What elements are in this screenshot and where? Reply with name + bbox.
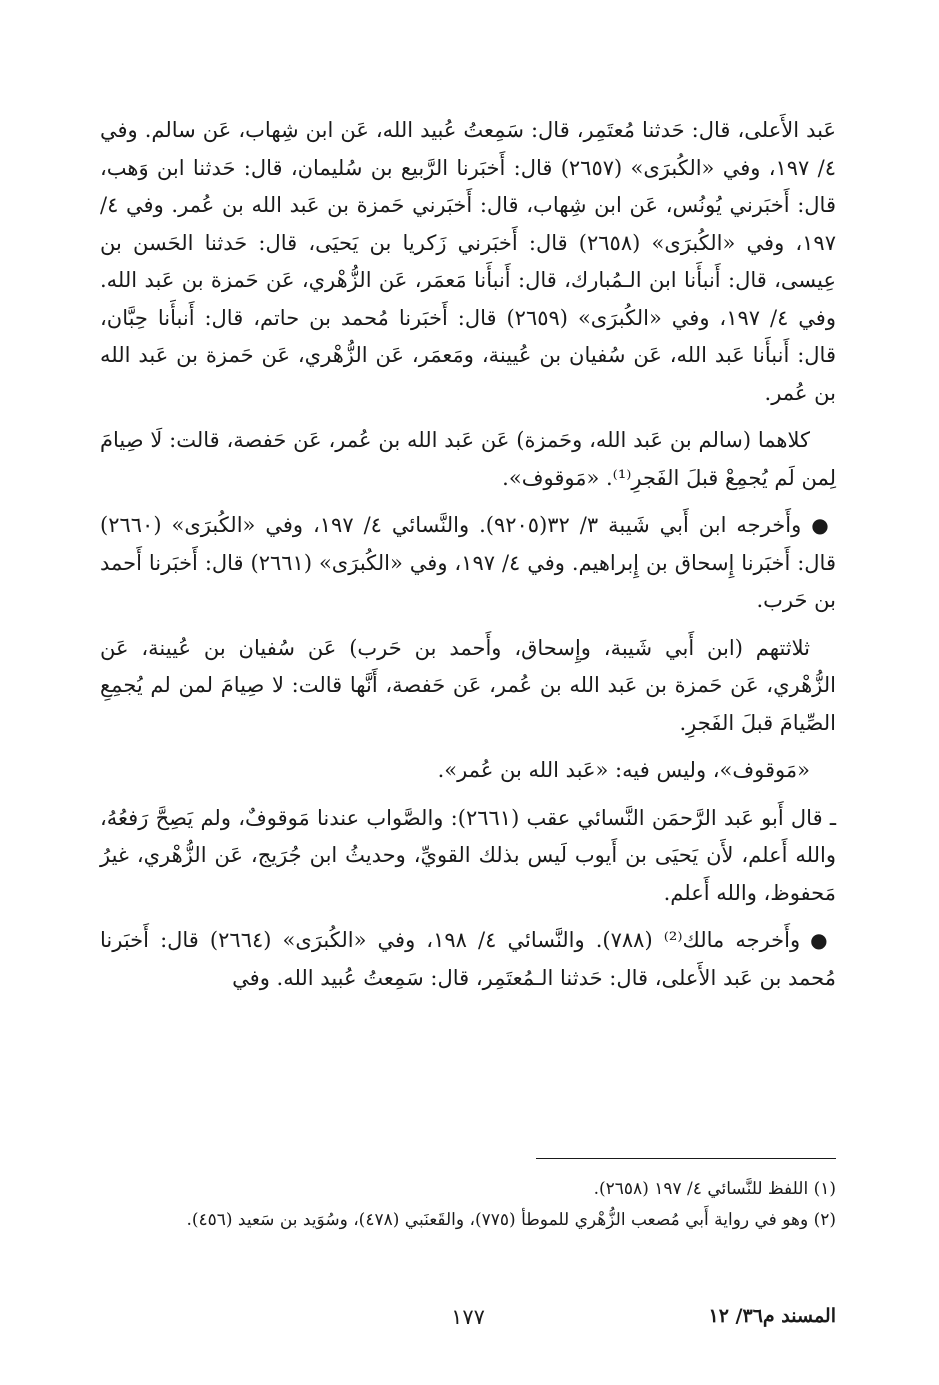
footnotes-section: [100, 1158, 836, 1237]
page-number: ١٧٧: [451, 1305, 485, 1329]
paragraph-three-narrators: ثلاثتهم (ابن أَبي شَيبة، وإِسحاق، وأَحمد بن حَرب) عَن سُفيان بن عُيينة، عَن الزُّهْري، عَن حَمزة بن عَبد الله بن عُمر، عَن حَفصة، أَنَّها قالت: لا صِيامَ لمن لم يُجمِعِ الصِّيامَ قبلَ الفَجرِ.: [100, 635, 836, 735]
paragraph-isnad-chain: عَبد الأَعلى، قال: حَدثنا مُعتَمِر، قال: سَمِعتُ عُبيد الله، عَن ابن شِهاب، عَن سالم. وفي ٤/ ١٩٧، وفي «الكُبرَى» (٢٦٥٧) قال: أَخبَرنا الرَّبيع بن سُليمان، قال: حَدثنا ابن وَهب، قال: أَخبَرني يُونُس، عَن ابن شِهاب، قال: أَخبَرني حَمزة بن عَبد الله بن عُمر. وفي ٤/ ١٩٧، وفي «الكُبرَى» (٢٦٥٨) قال: أَخبَرني زَكريا بن يَحيَى، قال: حَدثنا الحَسن بن عِيسى، قال: أَنبأَنا ابن الـمُبارك، قال: أَنبأَنا مَعمَر، عَن الزُّهْري، عَن حَمزة بن عَبد الله. وفي ٤/ ١٩٧، وفي «الكُبرَى» (٢٦٥٩) قال: أَخبَرنا مُحمد بن حاتم، قال: أَنبأَنا حِبَّان، قال: أَنبأَنا عَبد الله، عَن سُفيان بن عُيينة، ومَعمَر، عَن الزُّهْري، عَن حَمزة بن عَبد الله بن عُمر.: [100, 118, 836, 405]
page-footer: [100, 1305, 836, 1345]
page-body: [100, 112, 836, 1007]
paragraph-takhrij-ibn-abi-shayba: [100, 507, 836, 620]
footnote-divider: [536, 1158, 836, 1159]
paragraph-text: وأَخرجه ابن أَبي شَيبة ٣/ ٣٢(٩٢٠٥). والنَّسائي ٤/ ١٩٧، وفي «الكُبرَى» (٢٦٦٠) قال: أَخبَرنا إِسحاق بن إِبراهيم. وفي ٤/ ١٩٧، وفي «الكُبرَى» (٢٦٦١) قال: أَخبَرنا أَحمد بن حَرب.: [100, 513, 836, 612]
paragraph-hafsa-narration: كلاهما (سالم بن عَبد الله، وحَمزة) عَن عَبد الله بن عُمر، عَن حَفصة، قالت: لَا صِيامَ لِمن لَم يُجمِعْ قبلَ الفَجرِ⁽¹⁾. «مَوقوف».: [100, 428, 836, 490]
paragraph-nasai-comment: ـ قال أَبو عَبد الرَّحمَن النَّسائي عقب (٢٦٦١): والصَّواب عندنا مَوقوفٌ، ولم يَصِحَّ رَفعُهُ، والله أَعلم، لأَن يَحيَى بن أَيوب لَيس بذلك القويِّ، وحديثُ ابن جُرَيج، عَن الزُّهْري، غيرُ مَحفوظ، والله أَعلم.: [100, 805, 837, 905]
bullet-icon: ●: [810, 928, 832, 952]
signature-mark: المسند م٣٦/ ١٢: [708, 1305, 836, 1327]
paragraph-text: وأَخرجه مالك⁽²⁾ (٧٨٨). والنَّسائي ٤/ ١٩٨، وفي «الكُبرَى» (٢٦٦٤) قال: أَخبَرنا مُحمد بن عَبد الأَعلى، قال: حَدثنا الـمُعتَمِر، قال: سَمِعتُ عُبيد الله. وفي: [100, 928, 836, 990]
paragraph-takhrij-malik: [100, 922, 836, 997]
footnote-1: (١) اللفظ للنَّسائي ٤/ ١٩٧ (٢٦٥٨).: [593, 1179, 836, 1199]
bullet-icon: ●: [811, 513, 832, 537]
paragraph-mawquf-note: «مَوقوف»، وليس فيه: «عَبد الله بن عُمر».: [437, 758, 810, 782]
footnote-2: (٢) وهو في رواية أَبي مُصعب الزُّهْري للموطأ (٧٧٥)، والقَعنَبي (٤٧٨)، وسُوَيد بن سَعيد (٤٥٦).: [186, 1210, 836, 1230]
